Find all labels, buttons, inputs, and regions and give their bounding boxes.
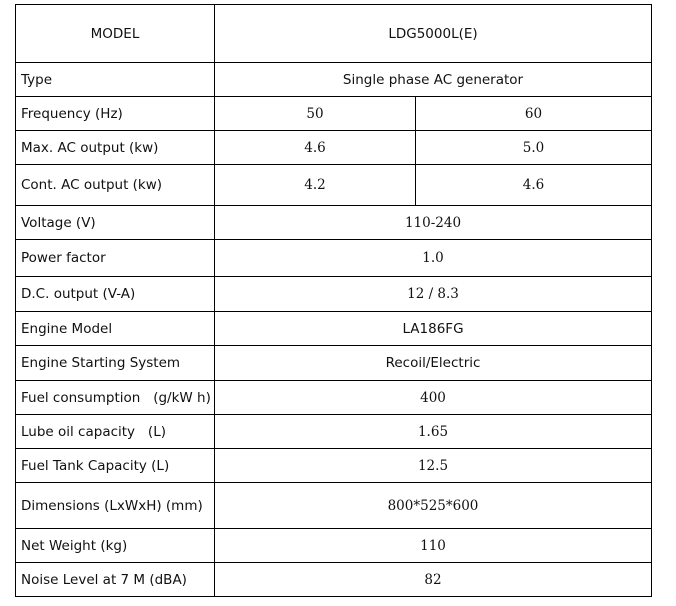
row-value-60hz: 4.6 bbox=[416, 165, 652, 206]
row-label: Engine Starting System bbox=[16, 346, 215, 381]
row-label: Type bbox=[16, 63, 215, 97]
row-value: 110 bbox=[215, 529, 652, 563]
table-row bbox=[16, 206, 652, 240]
row-value-50hz: 4.2 bbox=[215, 165, 416, 206]
row-value: Recoil/Electric bbox=[215, 346, 652, 381]
row-label: Net Weight (kg) bbox=[16, 529, 215, 563]
row-value: Single phase AC generator bbox=[215, 63, 652, 97]
row-value: 800*525*600 bbox=[215, 483, 652, 529]
row-value: 400 bbox=[215, 381, 652, 415]
row-value-50hz: 50 bbox=[215, 97, 416, 131]
row-value-60hz: 60 bbox=[416, 97, 652, 131]
table-row bbox=[16, 131, 652, 165]
row-value-60hz: 5.0 bbox=[416, 131, 652, 165]
table-row bbox=[16, 97, 652, 131]
row-label: Voltage (V) bbox=[16, 206, 215, 240]
row-label: Dimensions (LxWxH) (mm) bbox=[16, 483, 215, 529]
row-label: Power factor bbox=[16, 240, 215, 277]
row-label: Engine Model bbox=[16, 312, 215, 346]
table-row bbox=[16, 312, 652, 346]
model-name: LDG5000L(E) bbox=[215, 5, 652, 63]
table-row bbox=[16, 346, 652, 381]
table-row bbox=[16, 165, 652, 206]
row-label: Fuel Tank Capacity (L) bbox=[16, 449, 215, 483]
row-label: Fuel consumption (g/kW h) bbox=[16, 381, 215, 415]
row-label: Max. AC output (kw) bbox=[16, 131, 215, 165]
row-value: 12.5 bbox=[215, 449, 652, 483]
row-value: 12 / 8.3 bbox=[215, 277, 652, 312]
table-row bbox=[16, 381, 652, 415]
table-row bbox=[16, 277, 652, 312]
row-label: Frequency (Hz) bbox=[16, 97, 215, 131]
table-row bbox=[16, 240, 652, 277]
row-label: Noise Level at 7 M (dBA) bbox=[16, 563, 215, 597]
table-row bbox=[16, 529, 652, 563]
model-label: MODEL bbox=[16, 5, 215, 63]
spec-table bbox=[15, 4, 652, 597]
table-row bbox=[16, 449, 652, 483]
row-value-50hz: 4.6 bbox=[215, 131, 416, 165]
row-value: LA186FG bbox=[215, 312, 652, 346]
table-row bbox=[16, 483, 652, 529]
row-value: 82 bbox=[215, 563, 652, 597]
row-value: 1.0 bbox=[215, 240, 652, 277]
row-value: 1.65 bbox=[215, 415, 652, 449]
table-row bbox=[16, 63, 652, 97]
row-label: Lube oil capacity (L) bbox=[16, 415, 215, 449]
header-row bbox=[16, 5, 652, 63]
table-row bbox=[16, 563, 652, 597]
table-row bbox=[16, 415, 652, 449]
row-label: Cont. AC output (kw) bbox=[16, 165, 215, 206]
row-value: 110-240 bbox=[215, 206, 652, 240]
row-label: D.C. output (V-A) bbox=[16, 277, 215, 312]
